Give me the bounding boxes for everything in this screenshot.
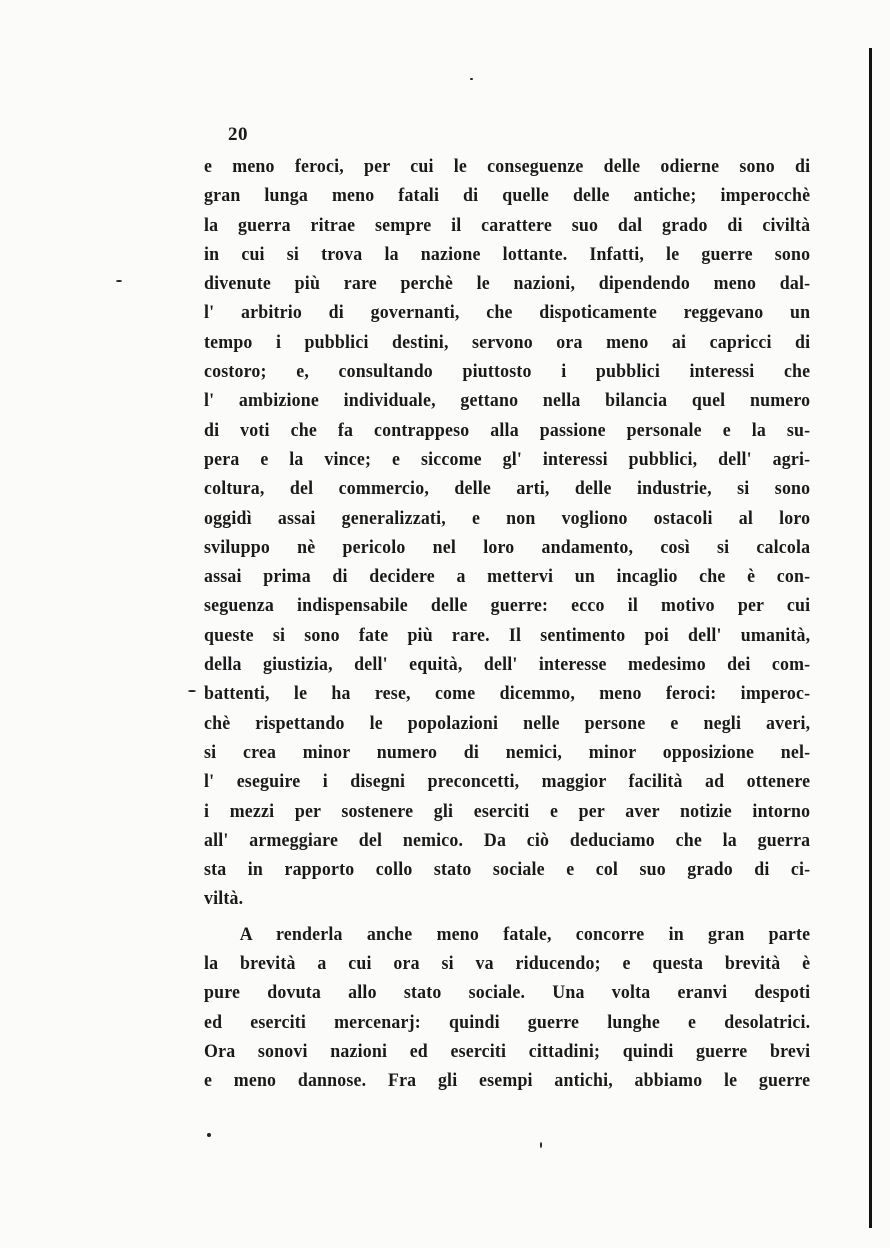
scan-speck	[188, 690, 196, 692]
text-line: e meno dannose. Fra gli esempi antichi, abbiamo le guerre	[204, 1070, 811, 1092]
scan-speck	[540, 1142, 542, 1148]
page-number: 20	[228, 124, 248, 145]
text-line: all' armeggiare del nemico. Da ciò deduciamo che la guerra	[204, 829, 811, 851]
text-line: l' arbitrio di governanti, che dispoticamente reggevano un	[204, 302, 811, 324]
text-line: Ora sonovi nazioni ed eserciti cittadini; quindi guerre brevi	[204, 1040, 811, 1062]
text-line: l' ambizione individuale, gettano nella bilancia quel numero	[204, 390, 811, 412]
text-line: l' eseguire i disegni preconcetti, maggior facilità ad ottenere	[204, 771, 811, 793]
text-line: oggidì assai generalizzati, e non vogliono ostacoli al loro	[204, 507, 811, 529]
text-line: i mezzi per sostenere gli eserciti e per aver notizie intorno	[204, 800, 811, 822]
text-line: sta in rapporto collo stato sociale e col suo grado di ci-	[204, 859, 811, 881]
body-text	[204, 152, 810, 1096]
text-line: queste si sono fate più rare. Il sentimento poi dell' umanità,	[204, 624, 811, 646]
text-line: coltura, del commercio, delle arti, delle industrie, si sono	[204, 478, 811, 500]
page-edge-line	[869, 48, 872, 1228]
text-line: divenute più rare perchè le nazioni, dipendendo meno dal-	[204, 273, 811, 295]
text-line: costoro; e, consultando piuttosto i pubblici interessi che	[204, 361, 811, 383]
text-line: gran lunga meno fatali di quelle delle antiche; imperocchè	[204, 185, 811, 207]
text-line: di voti che fa contrappeso alla passione personale e la su-	[204, 419, 811, 441]
text-line: seguenza indispensabile delle guerre: ecco il motivo per cui	[204, 595, 811, 617]
text-line: pure dovuta allo stato sociale. Una volta eranvi despoti	[204, 982, 811, 1004]
text-line: assai prima di decidere a mettervi un incaglio che è con-	[204, 566, 811, 588]
paragraph-1	[204, 152, 810, 914]
text-line: in cui si trova la nazione lottante. Infatti, le guerre sono	[204, 243, 811, 265]
text-line: battenti, le ha rese, come dicemmo, meno feroci: imperoc-	[204, 683, 811, 705]
paragraph-2	[204, 920, 810, 1096]
text-line: si crea minor numero di nemici, minor opposizione nel-	[204, 741, 811, 763]
text-line: A renderla anche meno fatale, concorre in gran parte	[239, 923, 811, 945]
scan-speck	[470, 78, 473, 80]
text-line: la guerra ritrae sempre il carattere suo dal grado di civiltà	[204, 214, 811, 236]
text-line: della giustizia, dell' equità, dell' interesse medesimo dei com-	[204, 654, 811, 676]
scan-speck	[116, 280, 122, 282]
text-line: e meno feroci, per cui le conseguenze delle odierne sono di	[204, 156, 811, 177]
text-line: tempo i pubblici destini, servono ora meno ai capricci di	[204, 331, 811, 353]
text-line: viltà.	[204, 888, 244, 910]
text-line: pera e la vince; e siccome gl' interessi pubblici, dell' agri-	[204, 448, 811, 470]
text-line: chè rispettando le popolazioni nelle persone e negli averi,	[204, 712, 811, 734]
text-line: ed eserciti mercenarj: quindi guerre lunghe e desolatrici.	[204, 1011, 811, 1033]
scan-speck	[207, 1133, 211, 1137]
text-line: la brevità a cui ora si va riducendo; e questa brevità è	[204, 953, 811, 975]
text-line: sviluppo nè pericolo nel loro andamento, così si calcola	[204, 536, 811, 558]
